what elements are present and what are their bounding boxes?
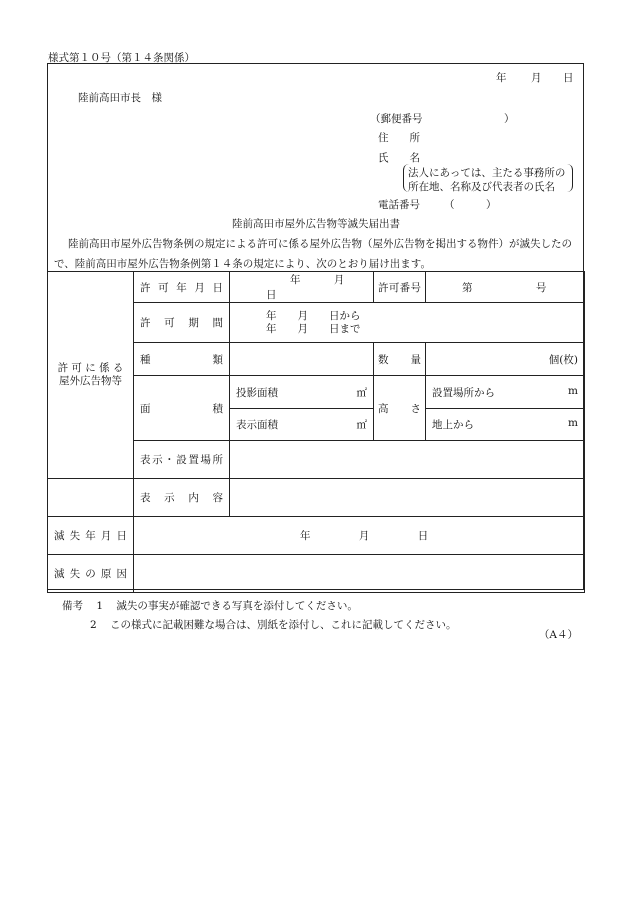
table-row [48, 555, 585, 593]
loss-date-label: 滅失年月日 [48, 517, 134, 555]
permit-number-go: 号 [535, 281, 547, 294]
body-line-1: 陸前高田市屋外広告物条例の規定による許可に係る屋外広告物（屋外広告物を掲出する物件）が滅失したの [68, 238, 572, 250]
display-area-unit: ㎡ [356, 419, 367, 431]
group-label-line-1: 許 可 に 係 る [57, 362, 124, 374]
note-1 [62, 597, 457, 616]
loss-date-month: 月 [358, 530, 370, 542]
form-number: 様式第１０号（第１４条関係） [48, 52, 195, 64]
name-label: 氏 名 [378, 152, 420, 164]
loss-cause-label: 滅失の原因 [48, 555, 134, 593]
loss-date-day: 日 [417, 530, 429, 542]
period-from: 年 月 日から [266, 309, 361, 322]
date-day: 日 [563, 72, 574, 84]
permit-number-label: 許可番号 [374, 272, 426, 303]
projected-area-unit: ㎡ [356, 386, 367, 399]
notes [62, 597, 457, 635]
postal-close: ） [504, 113, 515, 125]
permit-number-dai: 第 [462, 281, 473, 294]
type-value[interactable] [230, 343, 374, 376]
permit-date-year: 年 [290, 274, 301, 286]
location-value[interactable] [230, 441, 585, 479]
height-from-ground-cell[interactable] [426, 409, 585, 441]
loss-date-year: 年 [300, 530, 311, 542]
projected-area-cell[interactable] [230, 376, 374, 409]
group-label-cell [48, 272, 134, 479]
table-row [48, 517, 585, 555]
loss-cause-value[interactable] [134, 555, 585, 593]
details-table [47, 271, 585, 593]
location-label: 表示・設置場所 [134, 441, 230, 479]
notes-heading: 備考 [62, 600, 83, 612]
note-1-text: 滅失の事実が確認できる写真を添付してください。 [116, 600, 358, 612]
content-value[interactable] [230, 479, 585, 517]
height-from-ground-unit: m [568, 417, 578, 429]
table-row [48, 479, 585, 517]
phone-paren: （ ） [444, 199, 497, 211]
quantity-value[interactable] [426, 343, 585, 376]
body-line-2: で、陸前高田市屋外広告物条例第１４条の規定により、次のとおり届け出ます。 [54, 258, 431, 270]
address-label: 住 所 [378, 132, 420, 144]
group-label-cell-tail [48, 479, 134, 517]
height-from-site-cell[interactable] [426, 376, 585, 409]
quantity-unit: 個(枚) [548, 353, 578, 366]
table-row [48, 272, 585, 303]
period-to: 年 月 日まで [266, 322, 361, 335]
phone-label: 電話番号 [378, 199, 420, 211]
form-frame [47, 63, 584, 590]
permit-date-day: 日 [266, 289, 277, 301]
date-year: 年 [496, 72, 507, 84]
date-month: 月 [531, 72, 542, 84]
note-2-number: 2 [90, 619, 97, 631]
note-2 [62, 616, 457, 635]
note-1-number: 1 [96, 600, 104, 612]
height-label: 高さ [374, 376, 426, 441]
display-area-label: 表示面積 [236, 419, 278, 431]
height-from-site-label: 設置場所から [432, 386, 495, 399]
permit-date-value[interactable] [230, 272, 374, 303]
postal-label: （郵便番号 [370, 113, 423, 125]
paper-size: （A４） [538, 629, 578, 641]
addressee: 陸前高田市長 様 [78, 92, 162, 104]
permit-date-label: 許可年月日 [134, 272, 230, 303]
type-label: 種類 [134, 343, 230, 376]
height-from-ground-label: 地上から [432, 419, 474, 431]
note-2-text: この様式に記載困難な場合は、別紙を添付し、これに記載してください。 [110, 619, 457, 631]
permit-date-month: 月 [333, 274, 345, 286]
group-label-line-2: 屋外広告物等 [59, 375, 122, 387]
permit-number-value[interactable] [426, 272, 585, 303]
quantity-label: 数量 [374, 343, 426, 376]
height-from-site-unit: m [568, 384, 578, 397]
projected-area-label: 投影面積 [236, 386, 278, 399]
corp-note-line-1: 法人にあっては、主たる事務所の [408, 167, 566, 179]
permit-period-label: 許可期間 [134, 303, 230, 343]
area-label: 面積 [134, 376, 230, 441]
permit-period-value[interactable] [230, 303, 585, 343]
display-area-cell[interactable] [230, 409, 374, 441]
form-title: 陸前高田市屋外広告物等滅失届出書 [232, 218, 400, 230]
loss-date-value[interactable] [134, 517, 585, 555]
corp-note-line-2: 所在地、名称及び代表者の氏名 [408, 181, 555, 193]
content-label: 表示内容 [134, 479, 230, 517]
